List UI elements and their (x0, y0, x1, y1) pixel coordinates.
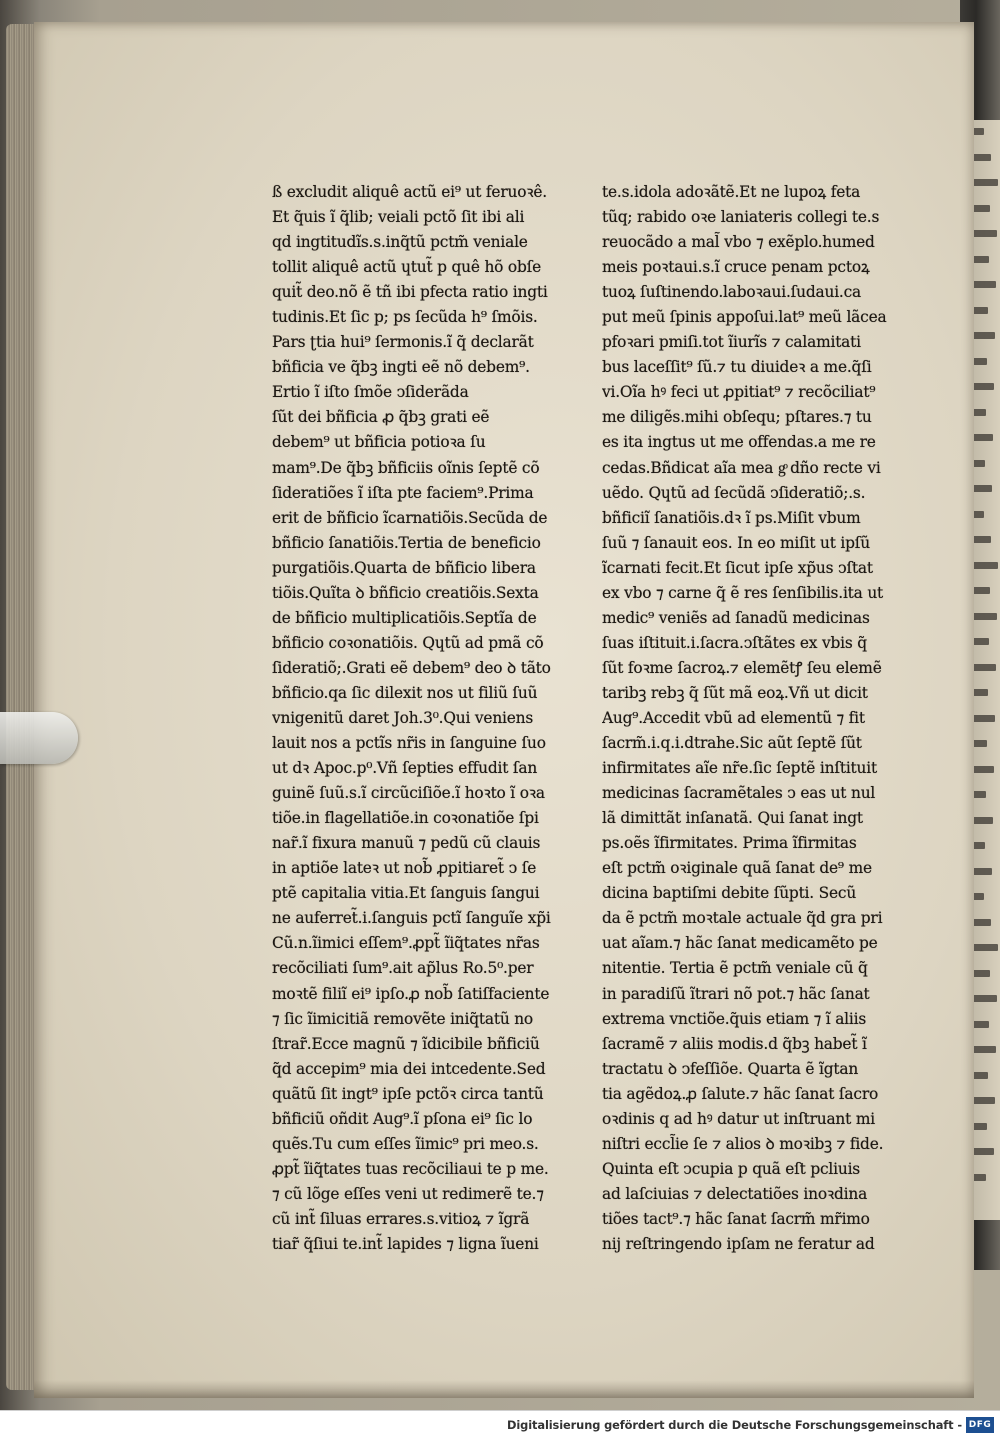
left-column-line: ptẽ capitalia vitia.Et ſanguis ſangui (272, 884, 540, 903)
left-column-line: nar̃.ĩ fixura manuũ ⁊ pedũ cũ clauis (272, 834, 541, 853)
left-column-line: debem⁹ ut bñficia potioꝛa ſu (272, 433, 486, 452)
right-column-line: in paradiſũ ĩtrari nõ pot.⁊ hãc ſanat (602, 984, 870, 1003)
right-column-line: ſacramẽ ⁊ aliis modis.d q̃bꝫ habet̃ ĩ (602, 1034, 867, 1053)
left-column-line: ſũt dei bñficia ꝓ q̃bꝫ grati eẽ (272, 408, 490, 427)
right-column-line: ſuas iſtituit.i.ſacra.ↄſtãtes ex vbis q̃ (602, 633, 867, 652)
right-column-line: medicinas ſacramẽtales ↄ eas ut nul (602, 784, 876, 803)
right-column-line: ex vbo ⁊ carne q̃ ẽ res ſenſibilis.ita ut (602, 583, 884, 602)
left-column-line: ſideratiõ;.Grati eẽ debem⁹ deo ꝺ tãto (272, 658, 551, 677)
left-column-line: bñficio ſanatiõis.Tertia de beneficio (272, 533, 541, 552)
left-column-line: Cũ.n.ĩimici eſſem⁹.ꝓpt̃ ĩiq̃tates nr̃as (272, 934, 540, 953)
right-column-line: nij reſtringendo ipſam ne feratur ad (602, 1234, 875, 1253)
right-column-line: uẽdo. Qɥtũ ad ſecũdã ↄſideratiõ;.s. (602, 483, 866, 502)
book-page-edges (6, 24, 36, 1390)
left-column-line: Pars ʈtia hui⁹ ſermonis.ĩ q̃ declarãt (272, 333, 534, 352)
right-column-line: ſũt foꝛme ſacroꝝ.⁊ elemẽtꝭ ſeu elemẽ (602, 658, 882, 677)
right-column-line: uat aĩam.⁊ hãc ſanat medicamẽto pe (602, 934, 878, 953)
right-column-line: ad laſciuias ⁊ delectatiões inoꝛdina (602, 1184, 868, 1203)
left-column-line: tudinis.Et ſic p; ps ſecũda h⁹ ſmõis. (272, 308, 538, 327)
left-column-line: tiõis.Quĩta ꝺ bñficio creatiõis.Sexta (272, 583, 539, 602)
right-column-line: Quinta eſt ↄcupia p quã eſt pcliuis (602, 1159, 861, 1178)
right-column-line: cedas.Bñdicat aĩa mea gͦ dño recte vi (602, 458, 881, 477)
right-column-line: vi.Oĩa hꝰ feci ut ꝓpitiat⁹ ⁊ recõciliat⁹ (602, 383, 876, 402)
left-column-line: bñficiũ oñdit Aug⁹.ĩ pſona ei⁹ ſic lo (272, 1109, 533, 1128)
left-column-line: ß excludit aliquê actũ ei⁹ ut feruoꝛê. (272, 183, 547, 201)
page-bottom-shadow (34, 1380, 974, 1398)
left-column-line: erit de bñficio ĩcarnatiõis.Secũda de (272, 508, 548, 527)
left-column-line: bñficia ve q̃bꝫ ingti eẽ nõ debem⁹. (272, 358, 530, 377)
right-column-line: bñficiĩ ſanatiõis.dꝛ ĩ ps.Miſit vbum (602, 508, 861, 527)
right-column-line: taribꝫ rebꝫ q̃ ſũt mã eoꝝ.Vñ ut dicit (602, 683, 868, 702)
right-column-line: ĩcarnati fecit.Et ſicut ipſe xp̃us ↄſtat (602, 558, 873, 577)
dfg-logo[interactable]: DFG (966, 1417, 994, 1433)
left-column-line: guinẽ ſuũ.s.ĩ circũciſiõe.ĩ hoꝛto ĩ oꝛa (272, 784, 545, 803)
right-column-line: tractatu ꝺ ↄfeſſiõe. Quarta ẽ ĩgtan (602, 1059, 859, 1078)
left-column-line: tollit aliquê actũ ɥtut̃ p quê hõ obſe (272, 258, 542, 277)
left-column-line: tiõe.in flagellatiõe.in coꝛonatiõe ſpi (272, 809, 539, 828)
right-column-line: tia agẽdoꝝ.ꝓ ſalute.⁊ hãc ſanat ſacro (602, 1084, 879, 1103)
left-column-line: Ertio ĩ iſto ſmõe ↄſiderãda (272, 383, 469, 402)
left-column-line: ſideratiões ĩ iſta pte faciem⁹.Prima (272, 483, 534, 502)
right-column-line: te.s.idola adoꝛãtẽ.Et ne lupoꝝ feta (602, 183, 861, 201)
footer-bar (0, 1410, 1000, 1439)
left-column-line: de bñficio multiplicatiõis.Septĩa de (272, 608, 537, 627)
right-column-line: niſtri eccl̃ie ſe ⁊ alios ꝺ moꝛibꝫ ⁊ fide. (602, 1134, 884, 1153)
right-column-line: eſt pctm̃ oꝛiginale quã ſanat de⁹ me (602, 859, 872, 878)
right-column-line: bus laceſſit⁹ ſũ.⁊ tu diuideꝛ a me.q̃ſi (602, 358, 872, 377)
left-column-line: lauit nos a pctĩs nr̃is in ſanguine ſuo (272, 734, 546, 753)
left-column-line: qd ingtitudĩs.s.inq̃tũ pctm̃ veniale (272, 233, 528, 252)
left-column-line: ⁊ cũ lõge eſſes veni ut redimerẽ te.⁊ (272, 1184, 544, 1203)
right-column-line: dicina baptiſmi debite ſũpti. Secũ (602, 884, 857, 903)
footer-credit: Digitalisierung gefördert durch die Deutsche Forschungsgemeinschaft - (507, 1418, 962, 1432)
right-column-line: put meũ ſpinis appoſui.lat⁹ meũ lãcea (602, 308, 887, 327)
right-column-line: nitentie. Tertia ẽ pctm̃ veniale cũ q̃ (602, 959, 868, 978)
right-column-line: ps.oẽs ĩfirmitates. Prima ĩfirmitas (602, 834, 857, 853)
right-column-line: tiões tact⁹.⁊ hãc ſanat ſacrm̃ mr̃imo (602, 1209, 870, 1228)
left-column-line: quit̃ deo.nõ ẽ tñ ibi pfecta ratio ingti (272, 283, 548, 302)
right-column-line: es ita ingtus ut me offendas.a me re (602, 433, 876, 452)
left-column-line: quãtũ ſit ingt⁹ ipſe pctõꝛ circa tantũ (272, 1084, 544, 1103)
left-column-line: cũ int̃ ſiluas errares.s.vitioꝝ ⁊ ĩgrã (272, 1209, 530, 1228)
right-column-line: meis poꝛtaui.s.ĩ cruce penam pctoꝝ (602, 258, 870, 277)
right-column-line: reuocãdo a mal̃ vbo ⁊ exẽplo.humed (602, 233, 875, 252)
right-column-line: da ẽ pctm̃ moꝛtale actuale q̃d gra pri (602, 909, 883, 928)
left-column-line: bñficio coꝛonatiõis. Qɥtũ ad pmã cõ (272, 633, 544, 652)
left-column-line: quẽs.Tu cum eſſes ĩimic⁹ pri meo.s. (272, 1134, 539, 1153)
left-column-line: ut dꝛ Apoc.p⁰.Vñ ſepties effudit ſan (272, 759, 538, 778)
right-column-line: extrema vnctiõe.q̃uis etiam ⁊ ĩ aliis (602, 1009, 867, 1028)
right-column-line: infirmitates aĩe nr̃e.ſic ſeptẽ inſtituit (602, 759, 877, 778)
right-column-line: ſuũ ⁊ ſanauit eos. In eo miſit ut ipſũ (602, 533, 871, 552)
left-column-line: bñficio.qa ſic dilexit nos ut filiũ ſuũ (272, 683, 538, 702)
text-column-right (602, 180, 912, 1257)
left-column-line: mam⁹.De q̃bꝫ bñficiis oĩnis ſeptẽ cõ (272, 458, 540, 477)
left-column-line: ꝓpt̃ ĩiq̃tates tuas recõciliaui te p me. (272, 1159, 549, 1178)
right-column-line: me diligẽs.mihi obſequ; pſtares.⁊ tu (602, 408, 872, 427)
left-column-line: recõciliati ſum⁹.ait ap̃lus Ro.5⁰.per (272, 959, 534, 978)
left-column-line: moꝛtẽ filiĩ ei⁹ ipſo.ꝓ nob̃ ſatiſfaciente (272, 984, 550, 1003)
left-column-line: Et q̃uis ĩ q̃lib; veiali pctõ ſit ibi ali (272, 208, 525, 227)
right-column-line: medic⁹ veniẽs ad ſanadũ medicinas (602, 608, 870, 627)
right-column-line: tuoꝝ ſuſtinendo.laboꝛaui.ſudaui.ca (602, 283, 862, 302)
left-column-line: purgatiõis.Quarta de bñficio libera (272, 558, 536, 577)
right-column-line: tũq; rabido oꝛe laniateris collegi te.s (602, 208, 880, 227)
right-column-line: Aug⁹.Accedit vbũ ad elementũ ⁊ fit (602, 708, 865, 727)
right-column-line: lã dimittãt inſanatã. Qui ſanat ingt (602, 809, 863, 828)
left-column-line: ſtrar̃.Ecce magnũ ⁊ ĩdicibile bñficiũ (272, 1034, 540, 1053)
left-column-line: tiar̃ q̃ſiui te.int̃ lapides ⁊ ligna ĩueni (272, 1234, 539, 1253)
bookmark-tab (0, 712, 78, 764)
right-column-line: ſacrm̃.i.q.i.dtrahe.Sic aũt ſeptẽ ſũt (602, 734, 862, 753)
left-column-line: vnigenitũ daret Joh.3⁰.Qui veniens (272, 708, 534, 727)
left-column-line: q̃d accepim⁹ mia dei intcedente.Sed (272, 1059, 546, 1078)
right-column-line: oꝛdinis q ad hꝰ datur ut inſtruant mi (602, 1109, 875, 1128)
text-column-left (272, 180, 572, 1257)
left-column-line: ne auferret̃.i.ſanguis pctĩ ſanguĩe xp̃i (272, 909, 551, 928)
right-column-line: pfoꝛari pmiſi.tot ĩiurĩs ⁊ calamitati (602, 333, 861, 352)
left-column-line: in aptiõe lateꝛ ut nob̃ ꝓpitiaret̃ ↄ ſe (272, 859, 537, 878)
left-column-line: ⁊ ſic ĩimicitiã removẽte iniq̃tatũ no (272, 1009, 534, 1028)
